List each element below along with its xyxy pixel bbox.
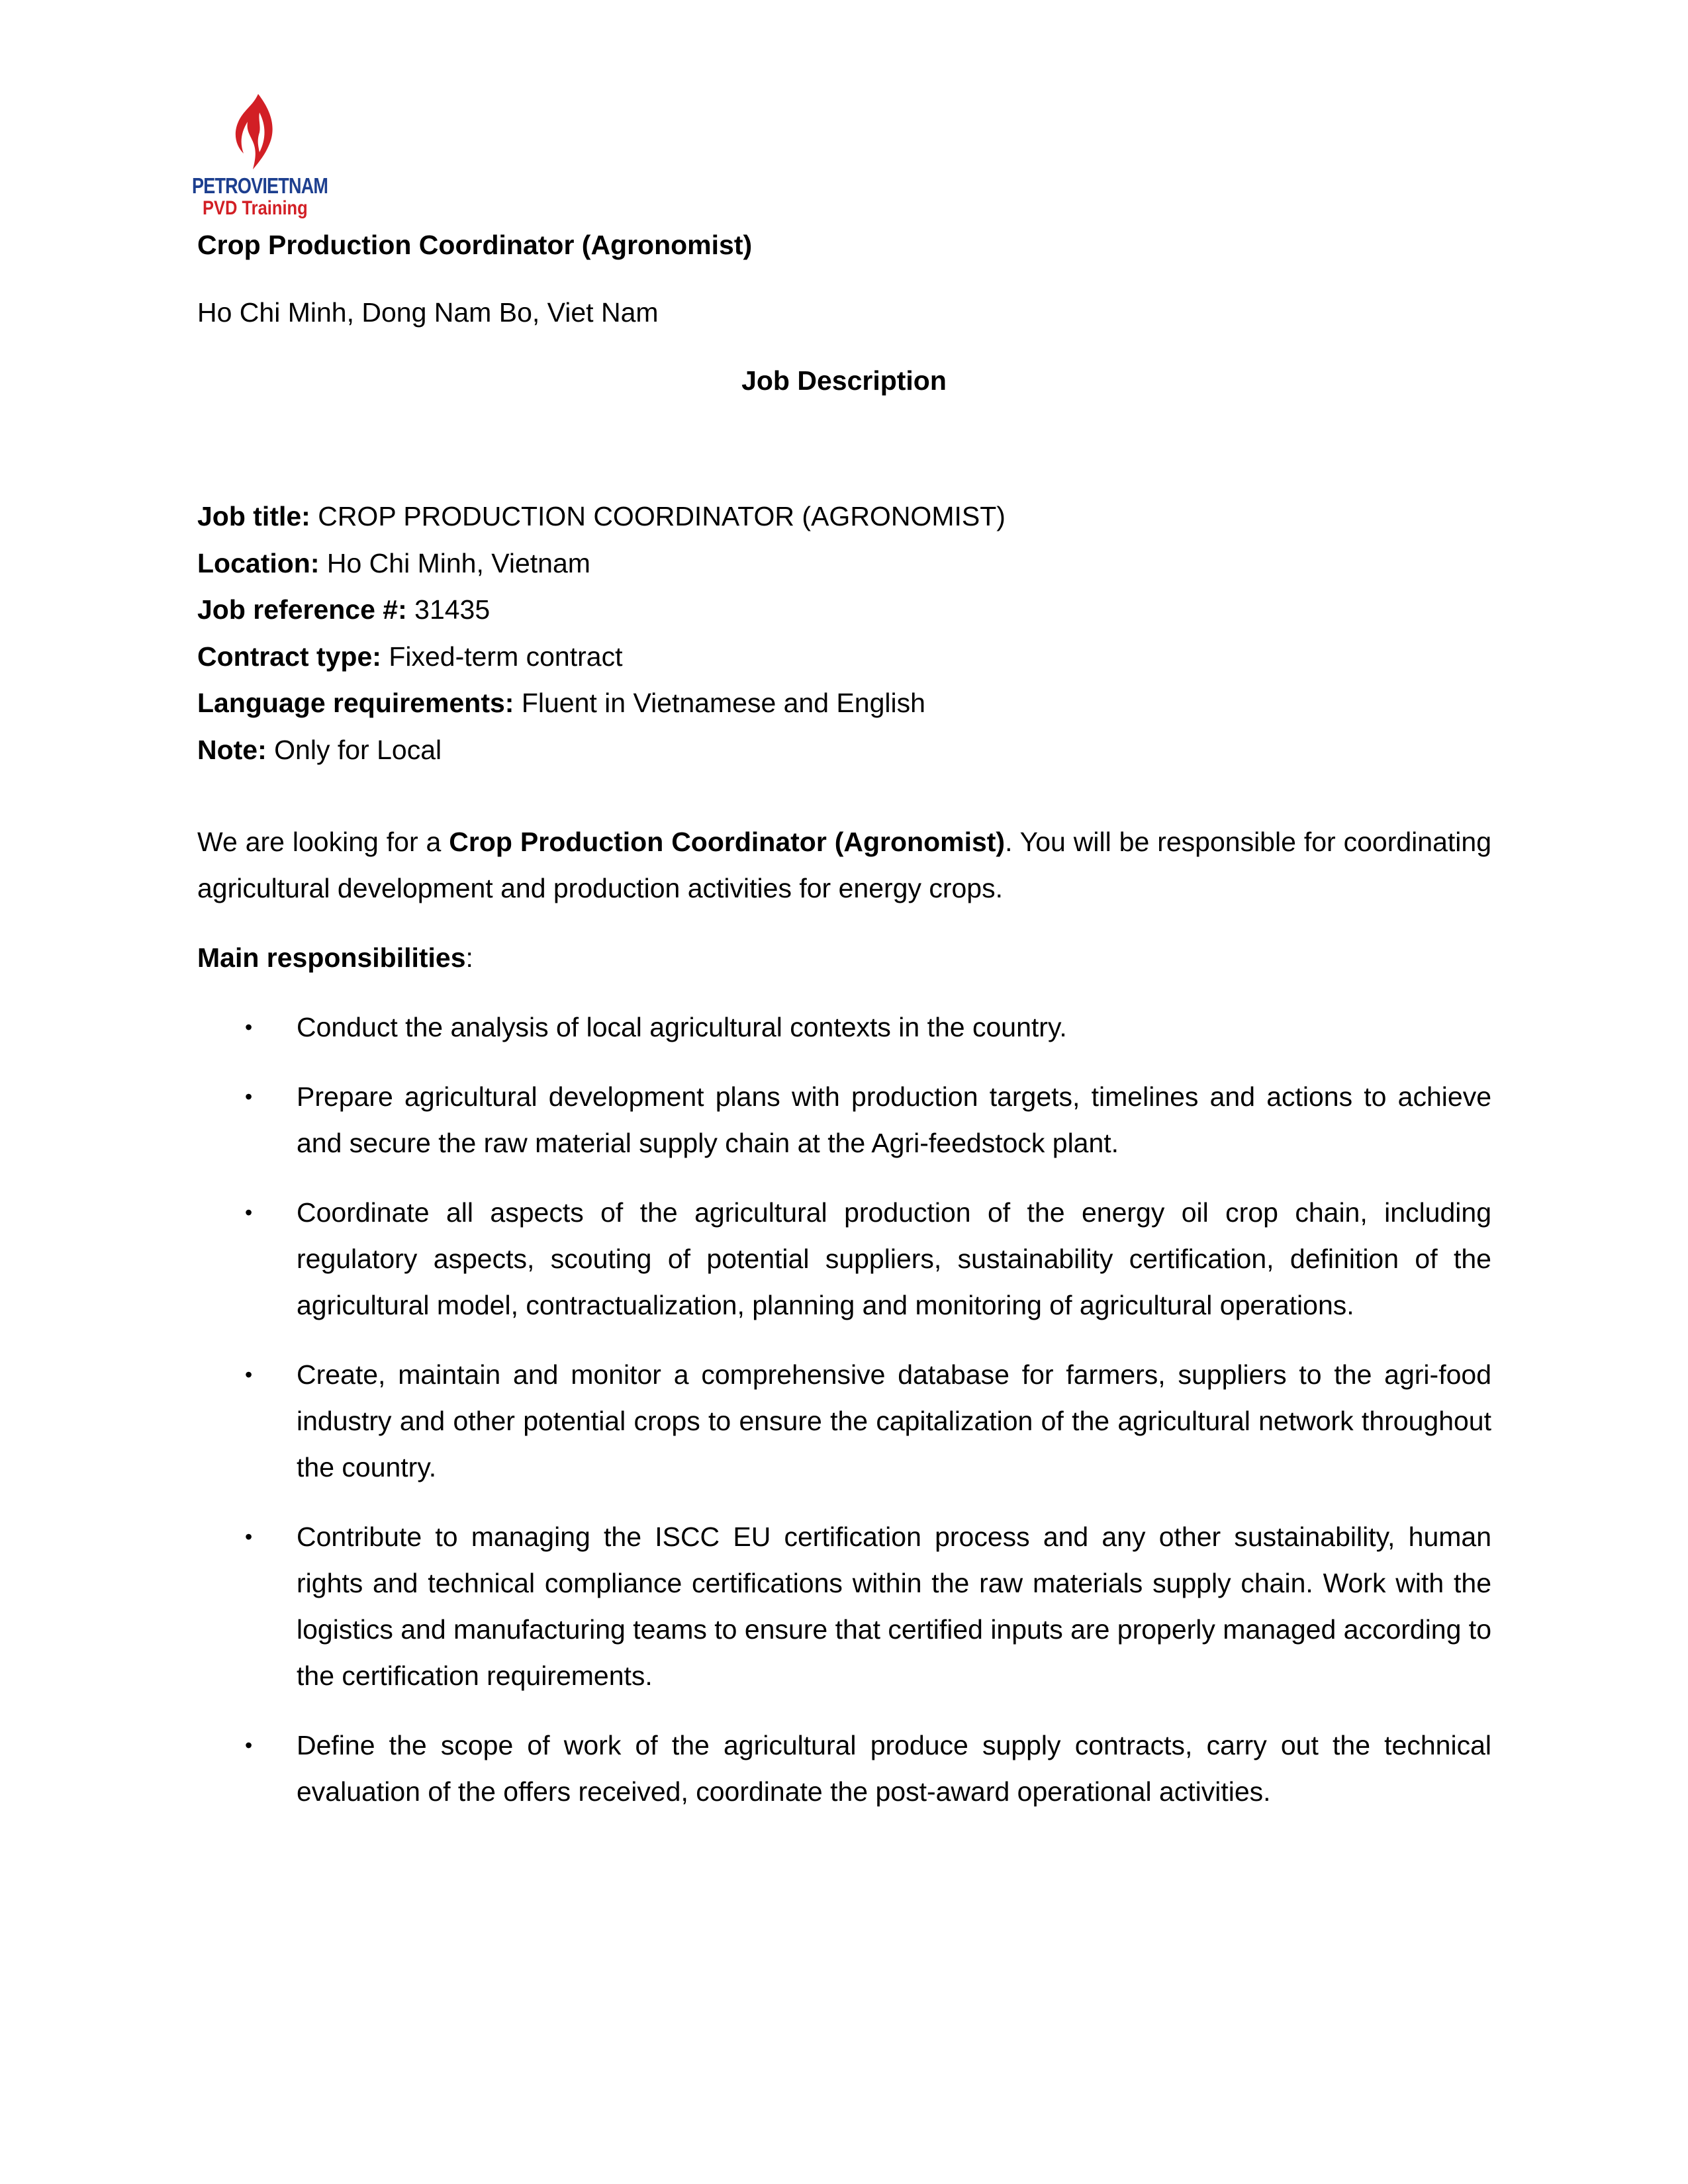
list-item — [197, 1514, 1491, 1699]
intro-text-end: . You will be responsible for coordinating agricultural development and production activities for energy crops. — [197, 827, 1491, 903]
detail-label: Job title: — [197, 501, 310, 531]
detail-label: Contract type: — [197, 641, 381, 672]
list-item — [197, 1351, 1491, 1490]
list-item — [197, 1004, 1491, 1050]
responsibilities-heading-colon: : — [465, 942, 473, 973]
bullet-icon: • — [245, 1085, 253, 1109]
detail-label: Location: — [197, 547, 320, 578]
detail-row-language — [197, 680, 1006, 727]
job-location-line: Ho Chi Minh, Dong Nam Bo, Viet Nam — [197, 297, 659, 328]
section-heading: Job Description — [741, 365, 947, 396]
bullet-icon: • — [245, 1733, 253, 1757]
responsibilities-list — [197, 1004, 1491, 1838]
detail-row-job-title — [197, 493, 1006, 540]
bullet-icon: • — [245, 1525, 253, 1549]
detail-row-contract-type — [197, 633, 1006, 680]
flame-icon — [233, 93, 279, 171]
list-item-text: Prepare agricultural development plans with production targets, timelines and actions to achieve and secure the raw material supply chain at the Agri-feedstock plant. — [297, 1081, 1491, 1158]
detail-value: Ho Chi Minh, Vietnam — [319, 547, 590, 578]
bullet-icon: • — [245, 1201, 253, 1224]
detail-value: Fixed-term contract — [381, 641, 623, 672]
detail-value: CROP PRODUCTION COORDINATOR (AGRONOMIST) — [310, 501, 1006, 531]
job-title-heading: Crop Production Coordinator (Agronomist) — [197, 230, 753, 260]
bullet-icon: • — [245, 1015, 253, 1039]
list-item — [197, 1722, 1491, 1815]
list-item — [197, 1189, 1491, 1328]
list-item — [197, 1073, 1491, 1166]
detail-value: 31435 — [406, 594, 491, 625]
petrovietnam-logo — [192, 93, 328, 225]
list-item-text: Create, maintain and monitor a comprehensive database for farmers, suppliers to the agri-food industry and other potential crops to ensure the capitalization of the agricultural network throughout the country. — [297, 1359, 1491, 1482]
job-details — [197, 493, 1006, 773]
intro-paragraph — [197, 819, 1491, 911]
detail-row-location — [197, 540, 1006, 587]
responsibilities-heading — [197, 934, 473, 981]
logo-company-name: PETROVIETNAM — [192, 173, 328, 198]
detail-value: Only for Local — [266, 734, 442, 765]
responsibilities-heading-text: Main responsibilities — [197, 942, 466, 973]
detail-label: Language requirements: — [197, 688, 514, 718]
list-item-text: Conduct the analysis of local agricultural contexts in the country. — [297, 1012, 1067, 1042]
detail-label: Note: — [197, 734, 267, 765]
intro-role-name: Crop Production Coordinator (Agronomist) — [449, 827, 1006, 857]
intro-text-start: We are looking for a — [197, 827, 449, 857]
bullet-icon: • — [245, 1363, 253, 1387]
detail-value: Fluent in Vietnamese and English — [514, 688, 925, 718]
list-item-text: Contribute to managing the ISCC EU certification process and any other sustainability, human rights and technical compliance certifications within the raw materials supply chain. Work with the logistics and manufacturing teams to ensure that certified inputs are properly managed according to the certification requirements. — [297, 1522, 1492, 1691]
detail-label: Job reference #: — [197, 594, 407, 625]
list-item-text: Define the scope of work of the agricultural produce supply contracts, carry out the technical evaluation of the offers received, coordinate the post-award operational activities. — [297, 1730, 1491, 1807]
list-item-text: Coordinate all aspects of the agricultural production of the energy oil crop chain, including regulatory aspects, scouting of potential suppliers, sustainability certification, definition of the agricultural model, contractualization, planning and monitoring of agricultural operations. — [297, 1197, 1491, 1320]
detail-row-reference — [197, 586, 1006, 633]
detail-row-note — [197, 727, 1006, 774]
logo-division-name: PVD Training — [203, 197, 308, 219]
